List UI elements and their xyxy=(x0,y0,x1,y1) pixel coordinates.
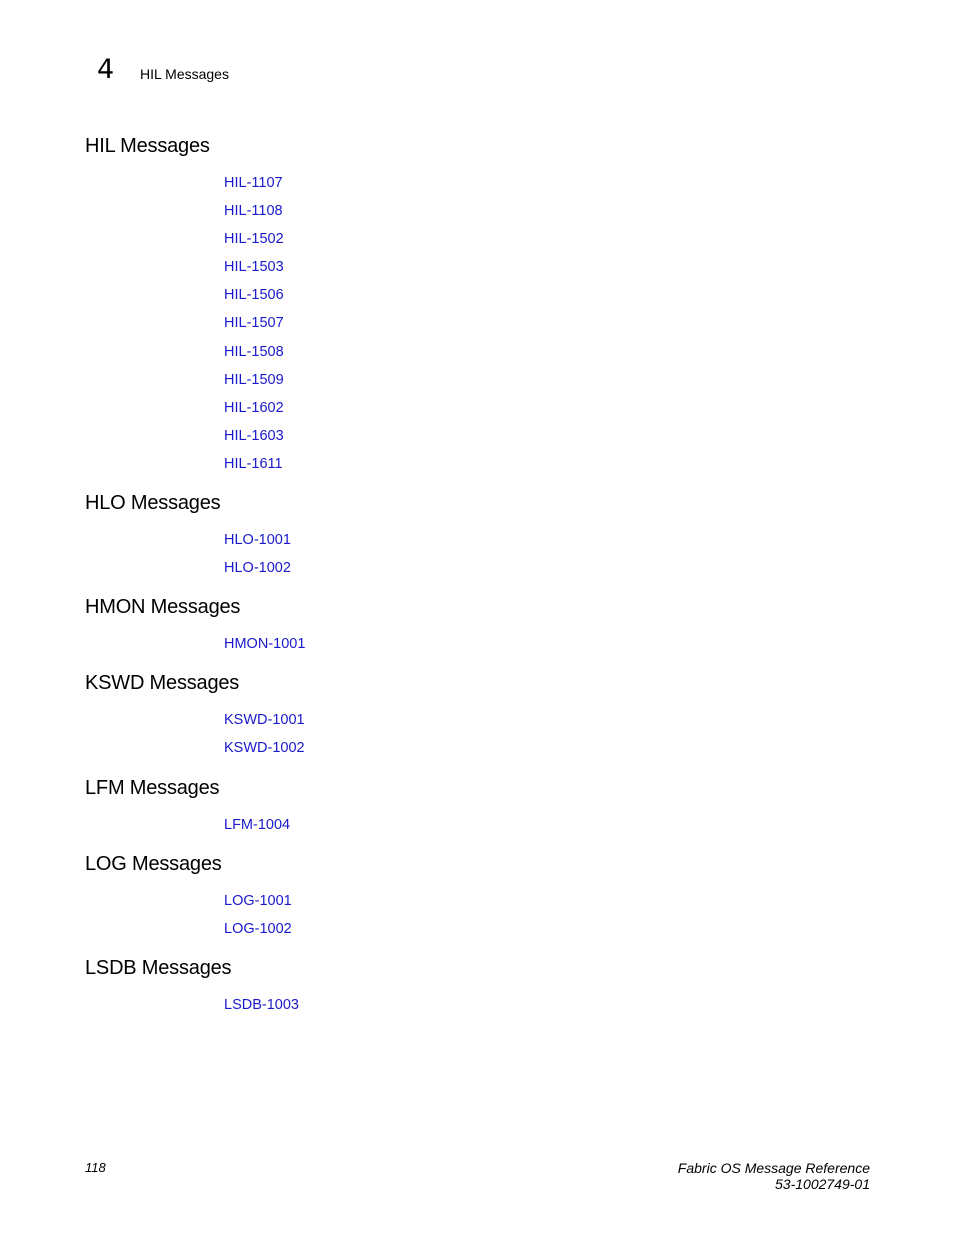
list-item xyxy=(224,739,875,767)
list-item xyxy=(224,202,875,230)
running-header-title: HIL Messages xyxy=(140,66,229,82)
section-lfm xyxy=(85,774,875,844)
section-title: KSWD Messages xyxy=(85,672,240,695)
message-link[interactable]: HIL-1107 xyxy=(224,175,283,191)
list-item xyxy=(224,455,875,483)
message-link-list xyxy=(224,816,875,844)
message-link[interactable]: HIL-1108 xyxy=(224,203,283,220)
message-link[interactable]: LSDB-1003 xyxy=(224,996,299,1013)
message-link[interactable]: LFM-1004 xyxy=(224,816,291,833)
section-title: HIL Messages xyxy=(85,135,210,157)
message-link[interactable]: HLO-1001 xyxy=(224,532,291,549)
section-title: HLO Messages xyxy=(85,492,221,515)
list-item xyxy=(224,892,875,920)
list-item xyxy=(224,427,875,455)
list-item xyxy=(224,920,875,948)
section-hil xyxy=(85,132,875,483)
message-link[interactable]: KSWD-1002 xyxy=(224,740,305,757)
message-link[interactable]: HIL-1602 xyxy=(224,399,284,416)
page-content xyxy=(85,132,875,1024)
message-link[interactable]: KSWD-1001 xyxy=(224,712,305,729)
list-item xyxy=(224,559,875,587)
page-number: 118 xyxy=(85,1160,106,1175)
list-item xyxy=(224,371,875,399)
footer-doc-id: 53-1002749-01 xyxy=(775,1176,870,1192)
message-link[interactable]: HIL-1507 xyxy=(224,315,284,332)
message-link[interactable]: HIL-1509 xyxy=(224,371,284,388)
list-item xyxy=(224,635,875,663)
section-hlo xyxy=(85,489,875,587)
message-link[interactable]: HLO-1002 xyxy=(224,560,291,577)
section-title: HMON Messages xyxy=(85,596,241,619)
list-item xyxy=(224,996,875,1024)
message-link[interactable]: HIL-1506 xyxy=(224,287,284,304)
message-link[interactable]: HIL-1611 xyxy=(224,455,283,472)
list-item xyxy=(224,399,875,427)
footer-doc-info xyxy=(678,1160,870,1192)
list-item xyxy=(224,343,875,371)
message-link[interactable]: LOG-1001 xyxy=(224,892,292,909)
message-link-list xyxy=(224,892,875,948)
list-item xyxy=(224,531,875,559)
section-log xyxy=(85,850,875,948)
chapter-number: 4 xyxy=(97,54,115,85)
section-title: LOG Messages xyxy=(85,852,222,875)
message-link[interactable]: HMON-1001 xyxy=(224,636,306,653)
list-item xyxy=(224,258,875,286)
message-link-list xyxy=(224,531,875,587)
message-link[interactable]: LOG-1002 xyxy=(224,920,292,937)
list-item xyxy=(224,286,875,314)
message-link[interactable]: HIL-1603 xyxy=(224,427,284,444)
message-link-list xyxy=(224,174,875,483)
section-hmon xyxy=(85,593,875,663)
section-lsdb xyxy=(85,954,875,1024)
list-item xyxy=(224,314,875,342)
message-link-list xyxy=(224,635,875,663)
list-item xyxy=(224,711,875,739)
message-link[interactable]: HIL-1503 xyxy=(224,259,284,276)
footer-doc-title: Fabric OS Message Reference xyxy=(677,1160,870,1176)
list-item xyxy=(224,174,875,202)
section-kswd xyxy=(85,669,875,767)
message-link[interactable]: HIL-1508 xyxy=(224,343,284,360)
list-item xyxy=(224,230,875,258)
message-link-list xyxy=(224,711,875,767)
message-link-list xyxy=(224,996,875,1024)
section-title: LFM Messages xyxy=(85,776,220,799)
message-link[interactable]: HIL-1502 xyxy=(224,231,284,248)
list-item xyxy=(224,816,875,844)
section-title: LSDB Messages xyxy=(85,956,232,979)
